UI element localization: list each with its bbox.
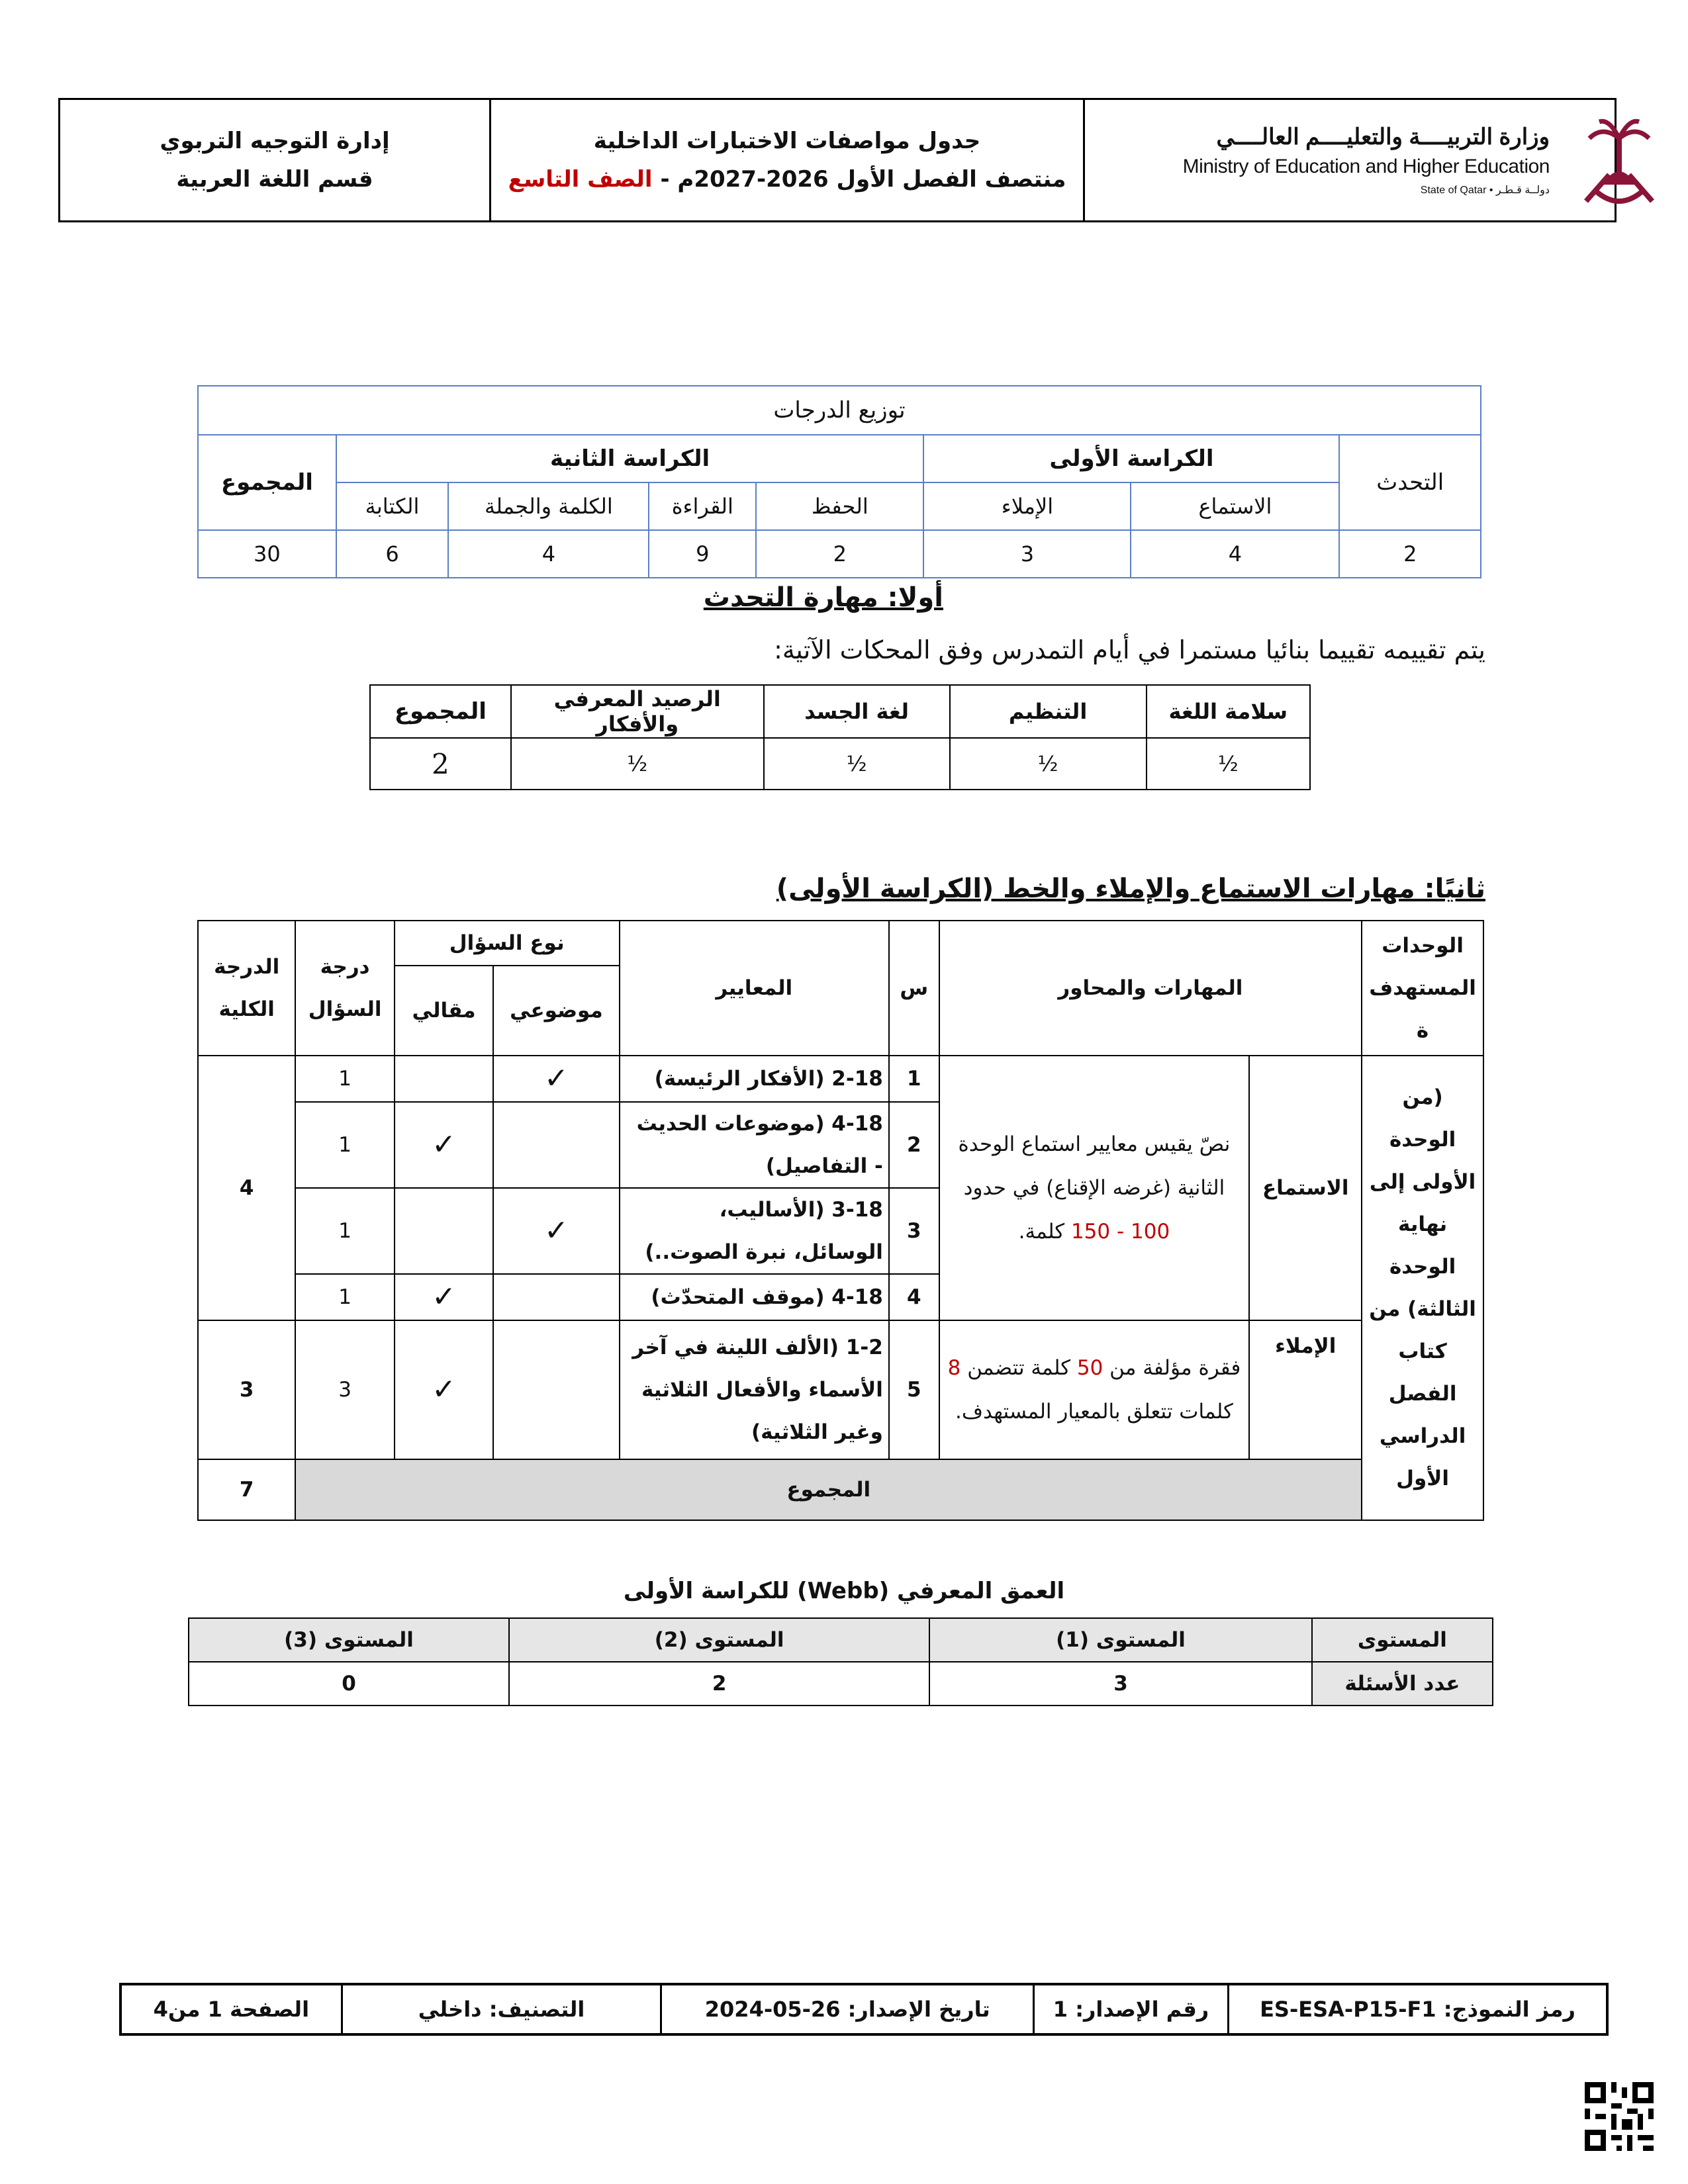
- score-knowledge: ½: [511, 738, 764, 790]
- webb-level-1: المستوى (1): [929, 1618, 1312, 1662]
- check-icon: ✓: [395, 1274, 493, 1320]
- criteria-text: 3-18 (الأساليب، الوسائل، نبرة الصوت..): [620, 1188, 889, 1274]
- score-body-language: ½: [764, 738, 950, 790]
- col-qtype: نوع السؤال: [395, 921, 620, 966]
- criterion-knowledge: الرصيد المعرفي والأفكار: [511, 685, 764, 738]
- check-icon: ✓: [395, 1102, 493, 1188]
- criteria-text: 4-18 (موضوعات الحديث - التفاصيل): [620, 1102, 889, 1188]
- webb-count-2: 2: [509, 1662, 929, 1706]
- col-criteria: المعايير: [620, 921, 889, 1056]
- dictation-value: 3: [923, 530, 1131, 578]
- grades-distribution-table: [197, 385, 1481, 578]
- book1-header: الكراسة الأولى: [923, 435, 1339, 482]
- dictation-header: الإملاء: [923, 482, 1131, 530]
- dept-line1: إدارة التوجيه التربوي: [160, 128, 390, 154]
- total-header: المجموع: [198, 435, 336, 530]
- grade-label: الصف التاسع: [508, 166, 653, 193]
- check-icon: ✓: [493, 1188, 619, 1274]
- q-number: 4: [889, 1274, 939, 1320]
- col-qgrade: درجة السؤال: [295, 921, 394, 1056]
- webb-count-1: 3: [929, 1662, 1312, 1706]
- version-number: رقم الإصدار: 1: [1034, 1984, 1229, 2034]
- col-essay: مقالي: [395, 966, 493, 1056]
- speaking-header: التحدث: [1339, 435, 1481, 530]
- qr-code-icon: [1585, 2082, 1654, 2151]
- title-cell: [491, 100, 1083, 220]
- webb-count-label: عدد الأسئلة: [1312, 1662, 1493, 1706]
- word-sentence-value: 4: [448, 530, 649, 578]
- form-code: رمز النموذج: ES-ESA-P15-F1: [1228, 1984, 1607, 2034]
- listening-desc: نصّ يقيس معايير استماع الوحدة الثانية (غرضه الإقناع) في حدود 100 - 150 كلمة.: [939, 1056, 1250, 1320]
- qatar-emblem-icon: [1570, 112, 1669, 211]
- dictation-total: 3: [198, 1320, 295, 1459]
- page-header: [58, 98, 1617, 222]
- criterion-organization: التنظيم: [950, 685, 1147, 738]
- dictation-label: الإملاء: [1249, 1320, 1362, 1459]
- webb-title: العمق المعرفي (Webb) للكراسة الأولى: [623, 1578, 1065, 1604]
- check-icon: ✓: [493, 1056, 619, 1102]
- col-objective: موضوعي: [493, 966, 619, 1056]
- criteria-text: 2-18 (الأفكار الرئيسة): [620, 1056, 889, 1102]
- score-language: ½: [1147, 738, 1310, 790]
- page-number: الصفحة 1 من4: [120, 1984, 342, 2034]
- memorize-value: 2: [756, 530, 923, 578]
- webb-count-3: 0: [189, 1662, 509, 1706]
- check-icon: ✓: [395, 1320, 493, 1459]
- criterion-body-language: لغة الجسد: [764, 685, 950, 738]
- listening-total: 4: [198, 1056, 295, 1320]
- sum-value: 7: [198, 1459, 295, 1520]
- section2-heading: ثانيًا: مهارات الاستماع والإملاء والخط (الكراسة الأولى): [776, 874, 1485, 904]
- doc-subtitle: منتصف الفصل الأول 2026-2027م - الصف التاسع: [508, 166, 1066, 193]
- q-grade: 1: [295, 1056, 394, 1102]
- q-number: 2: [889, 1102, 939, 1188]
- score-total: 2: [370, 738, 511, 790]
- word-sentence-header: الكلمة والجملة: [448, 482, 649, 530]
- col-skills: المهارات والمحاور: [939, 921, 1362, 1056]
- total-value: 30: [198, 530, 336, 578]
- listening-value: 4: [1131, 530, 1339, 578]
- q-number: 1: [889, 1056, 939, 1102]
- webb-level-label: المستوى: [1312, 1618, 1493, 1662]
- col-total-grade: الدرجة الكلية: [198, 921, 295, 1056]
- listening-label: الاستماع: [1249, 1056, 1362, 1320]
- section1-heading: أولا: مهارة التحدث: [703, 582, 943, 613]
- ministry-logo: وزارة التربيــــة والتعليــــم العالــــي Ministry of Education and Higher Education State of Qatar • دولــة قـطـر: [1182, 124, 1550, 196]
- page-footer: [119, 1983, 1609, 2036]
- grades-caption: توزيع الدرجات: [198, 386, 1481, 435]
- speaking-value: 2: [1339, 530, 1481, 578]
- webb-table: [188, 1617, 1493, 1706]
- criterion-language: سلامة اللغة: [1147, 685, 1310, 738]
- q-grade: 3: [295, 1320, 394, 1459]
- webb-level-2: المستوى (2): [509, 1618, 929, 1662]
- q-grade: 1: [295, 1188, 394, 1274]
- criteria-text: 4-18 (موقف المتحدّث): [620, 1274, 889, 1320]
- writing-header: الكتابة: [336, 482, 449, 530]
- speaking-criteria-table: [369, 684, 1311, 790]
- units-text: (من الوحدة الأولى إلى نهاية الوحدة الثالثة) من كتاب الفصل الدراسي الأول: [1362, 1056, 1483, 1520]
- webb-level-3: المستوى (3): [189, 1618, 509, 1662]
- q-number: 5: [889, 1320, 939, 1459]
- listening-header: الاستماع: [1131, 482, 1339, 530]
- issue-date: تاريخ الإصدار: 26-05-2024: [661, 1984, 1034, 2034]
- section1-desc: يتم تقييمه تقييما بنائيا مستمرا في أيام التمدرس وفق المحكات الآتية:: [774, 635, 1485, 664]
- q-grade: 1: [295, 1102, 394, 1188]
- col-q: س: [889, 921, 939, 1056]
- col-units: الوحدات المستهدف ة: [1362, 921, 1483, 1056]
- book2-header: الكراسة الثانية: [336, 435, 924, 482]
- criterion-total: المجموع: [370, 685, 511, 738]
- dept-line2: قسم اللغة العربية: [176, 166, 373, 193]
- listening-dictation-table: [197, 920, 1484, 1521]
- memorize-header: الحفظ: [756, 482, 923, 530]
- score-organization: ½: [950, 738, 1147, 790]
- reading-header: القراءة: [649, 482, 756, 530]
- classification: التصنيف: داخلي: [342, 1984, 661, 2034]
- writing-value: 6: [336, 530, 449, 578]
- criteria-text: 1-2 (الألف اللينة في آخر الأسماء والأفعال الثلاثية وغير الثلاثية): [620, 1320, 889, 1459]
- dictation-desc: فقرة مؤلفة من 50 كلمة تتضمن 8 كلمات تتعلق بالمعيار المستهدف.: [939, 1320, 1250, 1459]
- reading-value: 9: [649, 530, 756, 578]
- q-number: 3: [889, 1188, 939, 1274]
- q-grade: 1: [295, 1274, 394, 1320]
- department-cell: [60, 100, 489, 220]
- sum-label: المجموع: [295, 1459, 1362, 1520]
- doc-title: جدول مواصفات الاختبارات الداخلية: [593, 128, 981, 154]
